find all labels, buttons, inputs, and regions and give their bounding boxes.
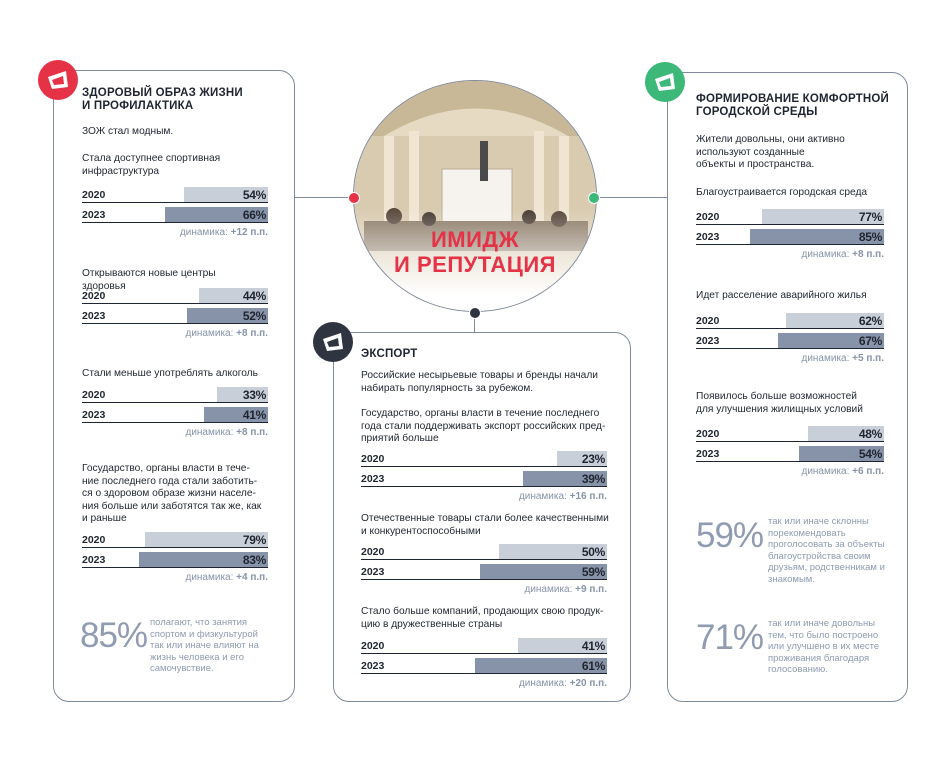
baseline bbox=[361, 466, 607, 467]
bar-value: 44% bbox=[242, 289, 266, 303]
health-stat-value: 85% bbox=[80, 616, 148, 655]
middle-bar-row-2023 bbox=[361, 564, 607, 579]
year-label: 2023 bbox=[696, 448, 720, 460]
bar-value: 61% bbox=[581, 659, 605, 673]
baseline bbox=[82, 547, 268, 548]
dynamics-label: динамика: bbox=[524, 584, 576, 595]
urban-badge bbox=[645, 62, 685, 102]
middle-bar-row-2020 bbox=[361, 638, 607, 653]
bar-value: 77% bbox=[858, 210, 882, 224]
middle-bar-row-2023 bbox=[361, 471, 607, 486]
dynamics-value: +8 п.п. bbox=[852, 249, 884, 260]
bar-value: 83% bbox=[242, 553, 266, 567]
baseline bbox=[82, 422, 268, 423]
middle-item-label: Стало больше компаний, продающих свою продук-цию в дружественные страны bbox=[361, 606, 604, 630]
baseline bbox=[82, 202, 268, 203]
dynamics-value: +8 п.п. bbox=[236, 328, 268, 339]
year-label: 2023 bbox=[361, 660, 385, 672]
left-item-label: Стали меньше употреблять алкоголь bbox=[82, 368, 258, 379]
health-stat-note: полагают, что занятия спортом и физкультурой так или иначе влияют на жизнь человека и его самочувствие. bbox=[150, 617, 259, 674]
pentagon-logo-icon bbox=[653, 71, 677, 93]
right-bar-row-2023 bbox=[696, 333, 884, 348]
year-label: 2020 bbox=[696, 211, 720, 223]
baseline bbox=[361, 486, 607, 487]
baseline bbox=[82, 303, 268, 304]
health-intro: ЗОЖ стал модным. bbox=[82, 126, 174, 137]
baseline bbox=[696, 461, 884, 462]
right-dynamics bbox=[696, 249, 884, 260]
pentagon-logo-icon bbox=[321, 331, 345, 353]
baseline bbox=[696, 441, 884, 442]
dynamics-value: +6 п.п. bbox=[852, 466, 884, 477]
health-badge bbox=[38, 60, 78, 100]
baseline bbox=[82, 402, 268, 403]
right-bar-row-2023 bbox=[696, 229, 884, 244]
middle-bar-row-2023 bbox=[361, 658, 607, 673]
dynamics-value: +8 п.п. bbox=[236, 427, 268, 438]
year-label: 2020 bbox=[361, 640, 385, 652]
dynamics-value: +20 п.п. bbox=[569, 678, 607, 689]
left-item-label: Открываются новые центры здоровья bbox=[82, 268, 216, 292]
left-item-label: Стала доступнее спортивная инфраструктура bbox=[82, 153, 221, 177]
left-bar-row-2020 bbox=[82, 387, 268, 402]
dynamics-label: динамика: bbox=[185, 572, 237, 583]
left-bar-row-2020 bbox=[82, 288, 268, 303]
bar-value: 62% bbox=[858, 314, 882, 328]
baseline bbox=[82, 567, 268, 568]
year-label: 2023 bbox=[82, 554, 106, 566]
year-label: 2020 bbox=[82, 189, 106, 201]
bar-value: 67% bbox=[858, 334, 882, 348]
right-bar-row-2020 bbox=[696, 313, 884, 328]
year-label: 2020 bbox=[82, 534, 106, 546]
year-label: 2023 bbox=[361, 473, 385, 485]
left-dynamics bbox=[82, 572, 268, 583]
left-bar-row-2020 bbox=[82, 187, 268, 202]
urban-stat-2-note: так или иначе довольны тем, что было построено или улучшено в их месте проживания благодаря голосованию. bbox=[768, 618, 880, 675]
urban-stat-1-note: так или иначе склонны порекомендовать проголосовать за объекты благоустройства своим друзьям, родственникам и знакомым. bbox=[768, 516, 885, 585]
export-badge bbox=[313, 322, 353, 362]
right-item-label: Появилось больше возможностей для улучшения жилищных условий bbox=[696, 391, 863, 415]
middle-bar-row-2020 bbox=[361, 451, 607, 466]
left-bar-row-2023 bbox=[82, 407, 268, 422]
right-bar-row-2023 bbox=[696, 446, 884, 461]
dynamics-label: динамика: bbox=[801, 466, 853, 477]
export-intro: Российские несырьевые товары и бренды начали набирать популярность за рубежом. bbox=[361, 370, 598, 394]
connector-dot-bottom bbox=[469, 307, 481, 319]
dynamics-value: +9 п.п. bbox=[575, 584, 607, 595]
left-bar-row-2023 bbox=[82, 552, 268, 567]
image-reputation-circle bbox=[353, 80, 597, 312]
bar-value: 54% bbox=[858, 447, 882, 461]
export-title: ЭКСПОРТ bbox=[361, 348, 418, 360]
dynamics-label: динамика: bbox=[185, 328, 237, 339]
center-title: ИМИДЖ И РЕПУТАЦИЯ bbox=[394, 227, 556, 277]
baseline bbox=[361, 579, 607, 580]
right-item-label: Благоустраивается городская среда bbox=[696, 187, 868, 198]
urban-stat-2-value: 71% bbox=[696, 618, 764, 657]
year-label: 2020 bbox=[361, 546, 385, 558]
dynamics-value: +12 п.п. bbox=[230, 227, 268, 238]
left-dynamics bbox=[82, 427, 268, 438]
year-label: 2023 bbox=[82, 310, 106, 322]
year-label: 2023 bbox=[696, 335, 720, 347]
year-label: 2020 bbox=[696, 315, 720, 327]
left-item-label: Государство, органы власти в тече-ние последнего года стали заботить-ся о здоровом образе жизни населе-ния больше или заботятся так же, как и раньше bbox=[82, 463, 262, 524]
year-label: 2020 bbox=[82, 290, 106, 302]
dynamics-label: динамика: bbox=[518, 491, 570, 502]
left-bar-row-2020 bbox=[82, 532, 268, 547]
connector-left bbox=[295, 197, 353, 198]
right-item-label: Идет расселение аварийного жилья bbox=[696, 290, 867, 301]
connector-right bbox=[597, 197, 667, 198]
year-label: 2023 bbox=[696, 231, 720, 243]
baseline bbox=[361, 653, 607, 654]
middle-dynamics bbox=[361, 491, 607, 502]
baseline bbox=[82, 222, 268, 223]
baseline bbox=[696, 348, 884, 349]
urban-intro: Жители довольны, они активно используют созданные объекты и пространства. bbox=[696, 134, 845, 170]
dynamics-value: +16 п.п. bbox=[569, 491, 607, 502]
left-bar-row-2023 bbox=[82, 308, 268, 323]
baseline bbox=[696, 244, 884, 245]
dynamics-value: +4 п.п. bbox=[236, 572, 268, 583]
bar-value: 54% bbox=[242, 188, 266, 202]
dynamics-label: динамика: bbox=[801, 353, 853, 364]
baseline bbox=[82, 323, 268, 324]
middle-dynamics bbox=[361, 678, 607, 689]
pentagon-logo-icon bbox=[46, 69, 70, 91]
bar-value: 23% bbox=[581, 452, 605, 466]
bar-value: 50% bbox=[581, 545, 605, 559]
bar-value: 52% bbox=[242, 309, 266, 323]
right-dynamics bbox=[696, 466, 884, 477]
middle-item-label: Государство, органы власти в течение последнего года стали поддерживать экспорт российских пред-приятий больше bbox=[361, 408, 606, 444]
year-label: 2020 bbox=[696, 428, 720, 440]
year-label: 2023 bbox=[82, 209, 106, 221]
bar-value: 48% bbox=[858, 427, 882, 441]
bar-value: 79% bbox=[242, 533, 266, 547]
dynamics-label: динамика: bbox=[179, 227, 231, 238]
left-dynamics bbox=[82, 328, 268, 339]
dynamics-value: +5 п.п. bbox=[852, 353, 884, 364]
urban-stat-1-value: 59% bbox=[696, 516, 764, 555]
middle-bar-row-2020 bbox=[361, 544, 607, 559]
health-title: ЗДОРОВЫЙ ОБРАЗ ЖИЗНИ И ПРОФИЛАКТИКА bbox=[82, 87, 243, 112]
year-label: 2020 bbox=[361, 453, 385, 465]
dynamics-label: динамика: bbox=[185, 427, 237, 438]
middle-item-label: Отечественные товары стали более качественными и конкурентоспособными bbox=[361, 513, 609, 537]
baseline bbox=[361, 559, 607, 560]
baseline bbox=[361, 673, 607, 674]
dynamics-label: динамика: bbox=[518, 678, 570, 689]
connector-dot-left bbox=[348, 192, 360, 204]
year-label: 2023 bbox=[361, 566, 385, 578]
bar-value: 66% bbox=[242, 208, 266, 222]
left-dynamics bbox=[82, 227, 268, 238]
bar-value: 59% bbox=[581, 565, 605, 579]
baseline bbox=[696, 224, 884, 225]
year-label: 2023 bbox=[82, 409, 106, 421]
bar-value: 41% bbox=[242, 408, 266, 422]
right-bar-row-2020 bbox=[696, 209, 884, 224]
urban-title: ФОРМИРОВАНИЕ КОМФОРТНОЙ ГОРОДСКОЙ СРЕДЫ bbox=[696, 93, 890, 118]
bar-value: 41% bbox=[581, 639, 605, 653]
dynamics-label: динамика: bbox=[801, 249, 853, 260]
year-label: 2020 bbox=[82, 389, 106, 401]
right-dynamics bbox=[696, 353, 884, 364]
right-bar-row-2020 bbox=[696, 426, 884, 441]
bar-value: 39% bbox=[581, 472, 605, 486]
bar-value: 85% bbox=[858, 230, 882, 244]
left-bar-row-2023 bbox=[82, 207, 268, 222]
middle-dynamics bbox=[361, 584, 607, 595]
connector-dot-right bbox=[588, 192, 600, 204]
conference-hall-photo bbox=[354, 81, 597, 312]
baseline bbox=[696, 328, 884, 329]
bar-value: 33% bbox=[242, 388, 266, 402]
